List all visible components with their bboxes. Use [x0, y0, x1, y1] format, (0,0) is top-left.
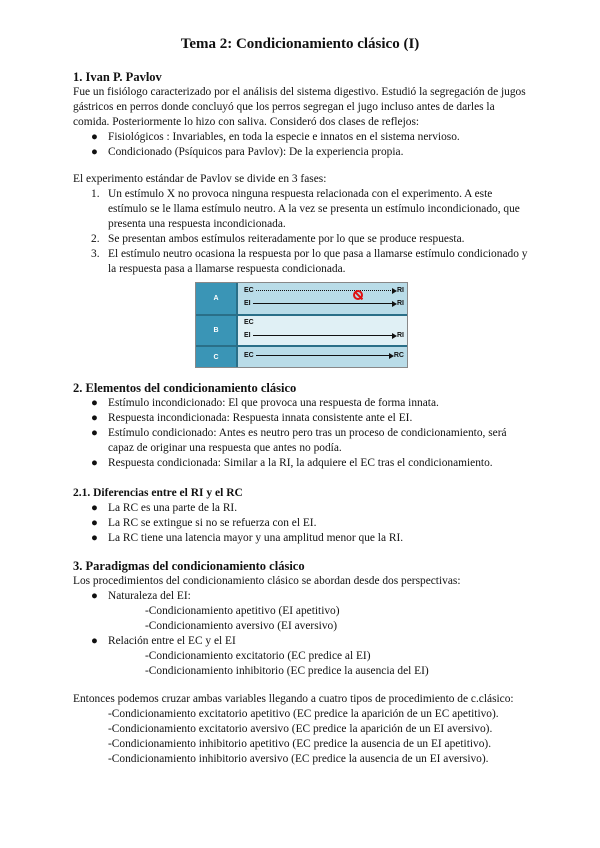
arrow-icon — [253, 335, 395, 336]
paragraph: Fue un fisiólogo caracterizado por el análisis del sistema digestivo. Estudió la segregación de jugos gástricos en perros donde concluyó que los perros segregan el jugo incluso antes de darles la comida. Posteriormente lo hizo con saliva. Consideró dos clases de reflejos: — [73, 86, 526, 128]
bullet-icon: ● — [91, 635, 98, 647]
numbered-item — [73, 247, 533, 277]
section-heading: 2. Elementos del condicionamiento clásico — [73, 381, 297, 395]
list-item — [73, 634, 533, 649]
item-number: 1. — [91, 188, 100, 200]
sub-item: -Condicionamiento excitatorio (EC predice al EI) — [145, 650, 371, 662]
arrow-icon — [253, 303, 395, 304]
item-number: 3. — [91, 248, 100, 260]
list-item — [73, 589, 533, 604]
ei-label: EI — [244, 332, 251, 339]
ec-label: EC — [244, 319, 254, 326]
conditioning-diagram — [195, 282, 408, 368]
numbered-item — [73, 232, 533, 247]
section-paradigmas — [73, 559, 533, 767]
ri-label: RI — [397, 332, 404, 339]
ri-label: RI — [397, 287, 404, 294]
sub-item: -Condicionamiento apetitivo (EI apetitivo) — [145, 605, 340, 617]
sub-item: -Condicionamiento inhibitorio aversivo (EC predice la ausencia de un EI aversivo). — [108, 753, 489, 765]
paragraph: El experimento estándar de Pavlov se divide en 3 fases: — [73, 173, 327, 185]
ei-label: EI — [244, 300, 251, 307]
section-heading: 2.1. Diferencias entre el RI y el RC — [73, 487, 243, 499]
bullet-icon: ● — [91, 517, 98, 529]
paragraph: Entonces podemos cruzar ambas variables llegando a cuatro tipos de procedimiento de c.clásico: — [73, 693, 514, 705]
bullet-icon: ● — [91, 590, 98, 602]
rc-label: RC — [393, 352, 404, 359]
paragraph: Los procedimientos del condicionamiento clásico se abordan desde dos perspectivas: — [73, 575, 461, 587]
dotted-arrow-icon — [256, 290, 395, 291]
list-item-text: La RC tiene una latencia mayor y una amplitud menor que la RI. — [108, 532, 404, 544]
bullet-icon: ● — [91, 457, 98, 469]
numbered-item — [73, 187, 533, 232]
list-item-text: Respuesta incondicionada: Respuesta innata consistente ante el EI. — [108, 412, 413, 424]
ec-label: EC — [244, 352, 254, 359]
sub-item: -Condicionamiento inhibitorio apetitivo (EC predice la ausencia de un EI apetitivo). — [108, 738, 492, 750]
sub-item: -Condicionamiento aversivo (EI aversivo) — [145, 620, 338, 632]
row-label: A — [196, 283, 238, 314]
list-item — [73, 145, 533, 160]
list-item — [73, 426, 533, 456]
diagram-row-c — [196, 347, 407, 367]
bullet-icon: ● — [91, 131, 98, 143]
bullet-icon: ● — [91, 146, 98, 158]
list-item — [73, 130, 533, 145]
list-item-text: La RC es una parte de la RI. — [108, 502, 238, 514]
list-item — [73, 456, 533, 471]
list-item — [73, 516, 533, 531]
list-item-text: Un estímulo X no provoca ninguna respuesta relacionada con el experimento. A este estímulo se le llama estímulo neutro. A la vez se presenta un estímulo incondicionado, que presenta una respuesta incondicionada. — [108, 188, 520, 230]
bullet-icon: ● — [91, 412, 98, 424]
diagram-row-b — [196, 316, 407, 347]
list-item-text: Naturaleza del EI: — [108, 590, 191, 602]
section-heading: 3. Paradigmas del condicionamiento clásico — [73, 559, 305, 573]
bullet-icon: ● — [91, 502, 98, 514]
list-item-text: Se presentan ambos estímulos reiteradamente por lo que se produce respuesta. — [108, 233, 465, 245]
section-diferencias — [73, 486, 533, 546]
list-item-text: Respuesta condicionada: Similar a la RI, la adquiere el EC tras el condicionamiento. — [108, 457, 493, 469]
list-item-text: Relación entre el EC y el EI — [108, 635, 236, 647]
section-heading: 1. Ivan P. Pavlov — [73, 70, 162, 84]
list-item — [73, 396, 533, 411]
bullet-icon: ● — [91, 427, 98, 439]
list-item — [73, 531, 533, 546]
row-label: B — [196, 316, 238, 345]
ri-label: RI — [397, 300, 404, 307]
item-number: 2. — [91, 233, 100, 245]
bullet-icon: ● — [91, 397, 98, 409]
list-item-text: Estímulo incondicionado: El que provoca una respuesta de forma innata. — [108, 397, 439, 409]
sub-item: -Condicionamiento excitatorio apetitivo (EC predice la aparición de un EC apetitivo). — [108, 708, 499, 720]
diagram-row-a — [196, 283, 407, 316]
row-label: C — [196, 347, 238, 367]
list-item-text: El estímulo neutro ocasiona la respuesta por lo que pasa a llamarse estímulo condicionado y la respuesta pasa a llamarse respuesta condicionada. — [108, 248, 528, 275]
ec-label: EC — [244, 287, 254, 294]
sub-item: -Condicionamiento inhibitorio (EC predice la ausencia del EI) — [145, 665, 429, 677]
section-pavlov — [73, 70, 533, 277]
prohibited-icon — [353, 290, 363, 300]
list-item-text: Condicionado (Psíquicos para Pavlov): De la experiencia propia. — [108, 146, 404, 158]
sub-item: -Condicionamiento excitatorio aversivo (EC predice la aparición de un EI aversivo). — [108, 723, 493, 735]
bullet-icon: ● — [91, 532, 98, 544]
list-item-text: Estímulo condicionado: Antes es neutro pero tras un proceso de condicionamiento, será capaz de originar una respuesta que antes no podía. — [108, 427, 507, 454]
section-elementos — [73, 381, 533, 471]
arrow-icon — [256, 355, 392, 356]
page-title: Tema 2: Condicionamiento clásico (I) — [180, 36, 420, 52]
list-item-text: Fisiológicos : Invariables, en toda la especie e innatos en el sistema nervioso. — [108, 131, 460, 143]
list-item — [73, 501, 533, 516]
list-item — [73, 411, 533, 426]
list-item-text: La RC se extingue si no se refuerza con el EI. — [108, 517, 317, 529]
